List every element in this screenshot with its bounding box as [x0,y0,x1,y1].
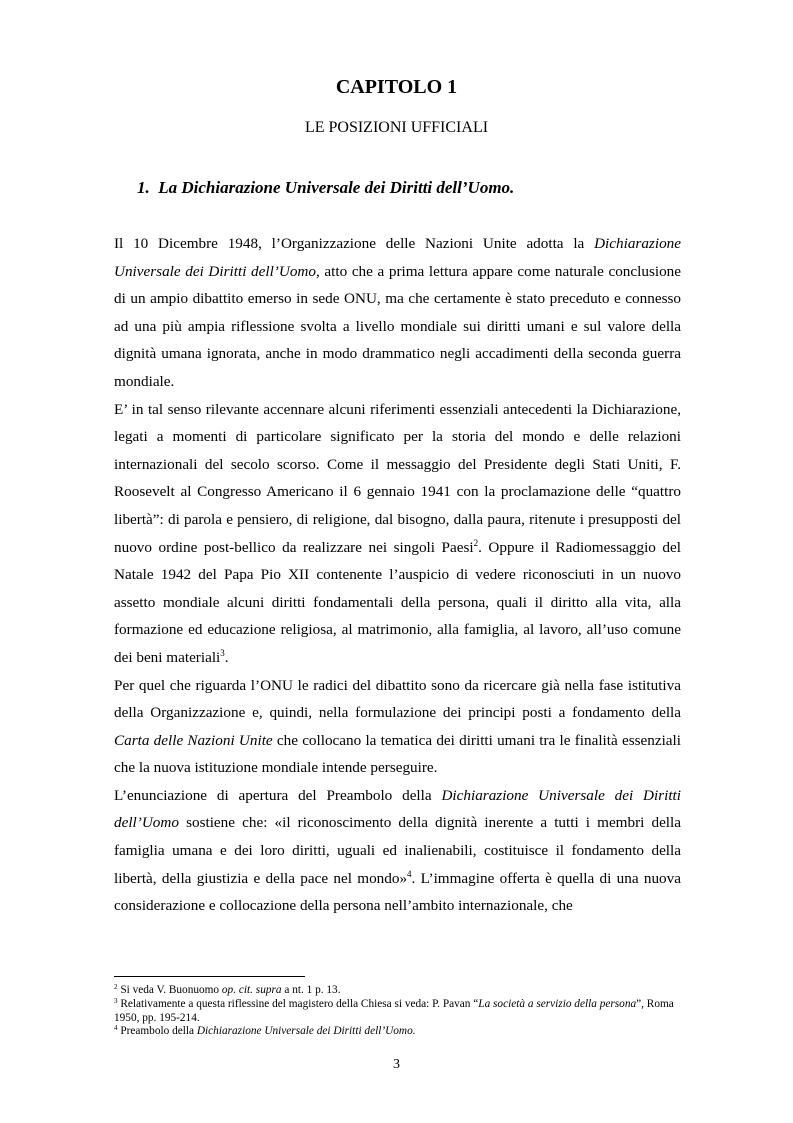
paragraph-1: Il 10 Dicembre 1948, l’Organizzazione delle Nazioni Unite adotta la Dichiarazione Universale dei Diritti dell’Uomo, atto che a prima lettura appare come naturale conclusione di un ampio dibattito emerso in sede ONU, ma che certamente è stato preceduto e connesso ad una più ampia riflessione svolta a livello mondiale sui diritti umani e sul valore della dignità umana ignorata, anche in modo drammatico negli accadimenti della seconda guerra mondiale. [114,235,681,390]
section-number: 1. [137,178,150,197]
section-title: La Dichiarazione Universale dei Diritti dell’Uomo. [158,178,515,197]
section-heading [137,178,514,198]
paragraph-4: L’enunciazione di apertura del Preambolo della Dichiarazione Universale dei Diritti dell’Uomo sostiene che: «il riconoscimento della dignità inerente a tutti i membri della famiglia umana e dei loro diritti, uguali ed inalienabili, costituisce il fondamento della libertà, della giustizia e della pace nel mondo»$^4$. L’immagine offerta è quella di una nuova considerazione e collocazione della persona nell’ambito internazionale, che [114,786,681,915]
chapter-subtitle: LE POSIZIONI UFFICIALI [304,119,489,136]
footnotes [114,984,681,1039]
footnote-3: $^3$ Relativamente a questa riflessine del magistero della Chiesa si veda: P. Pavan “La società a servizio della persona”, Roma 1950, pp. 195-214. [114,996,674,1024]
paragraph-2: E’ in tal senso rilevante accennare alcuni riferimenti essenziali antecedenti la Dichiarazione, legati a momenti di particolare significato per la storia del mondo e delle relazioni internazionali del secolo scorso. Come il messaggio del Presidente degli Stati Uniti, F. Roosevelt al Congresso Americano il 6 gennaio 1941 con la proclamazione delle “quattro libertà”: di parola e pensiero, di religione, dal bisogno, dalla paura, ritenute i presupposti del nuovo ordine post-bellico da realizzare nei singoli Paesi$^2$. Oppure il Radiomessaggio del Natale 1942 del Papa Pio XII contenente l’auspicio di vedere riconosciuti in un nuovo assetto mondiale alcuni diritti fondamentali della persona, quali il diritto alla vita, alla formazione ed educazione religiosa, al matrimonio, alla famiglia, al lavoro, all’uso comune dei beni materiali$^3$. [114,400,681,666]
footnote-ref: 4 [407,868,412,879]
footnote-4: $^4$ Preambolo della Dichiarazione Universale dei Diritti dell’Uomo. [114,1024,416,1038]
footnote-divider [114,976,305,977]
footnote-ref: 3 [220,647,225,658]
footnote-ref: 2 [473,537,479,548]
footnote-2: $^2$ Si veda V. Buonuomo op. cit. supra a nt. 1 p. 13. [114,983,341,996]
body-text [114,230,681,920]
paragraph-3: Per quel che riguarda l’ONU le radici del dibattito sono da ricercare già nella fase istitutiva della Organizzazione e, quindi, nella formulazione dei principi posti a fondamento della Carta delle Nazioni Unite che collocano la tematica dei diritti umani tra le finalità essenziali che la nuova istituzione mondiale intende perseguire. [114,676,681,777]
chapter-title: CAPITOLO 1 [335,76,458,98]
page-number: 3 [393,1057,400,1072]
